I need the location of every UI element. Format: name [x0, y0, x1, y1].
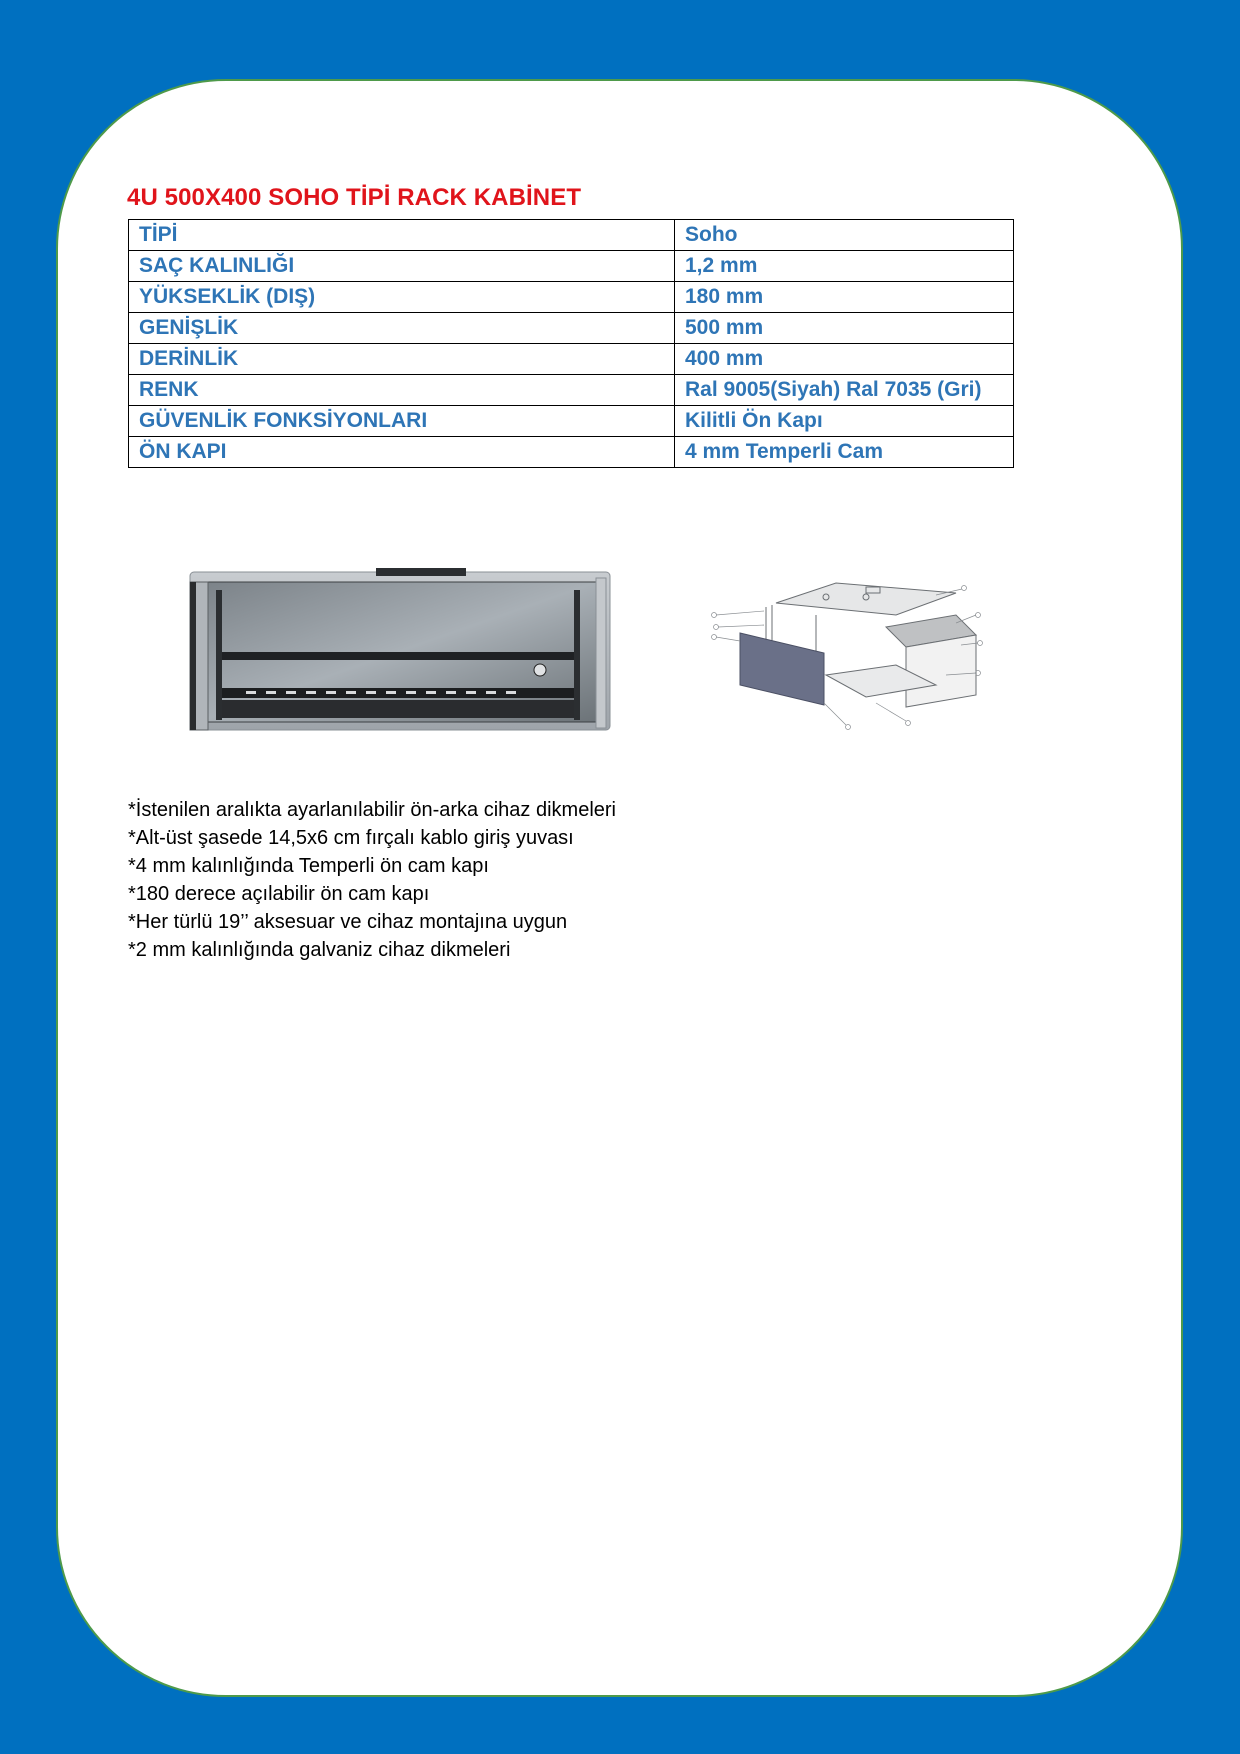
table-row — [129, 282, 1014, 313]
spec-label: ÖN KAPI — [129, 437, 675, 468]
list-item: *İstenilen aralıkta ayarlanılabilir ön-arka cihaz dikmeleri — [128, 799, 616, 821]
spec-label: GÜVENLİK FONKSİYONLARI — [129, 406, 675, 437]
spec-value: 1,2 mm — [675, 251, 1014, 282]
spec-label: DERİNLİK — [129, 344, 675, 375]
spec-table — [128, 219, 1014, 468]
list-item: *180 derece açılabilir ön cam kapı — [128, 883, 430, 905]
table-row — [129, 406, 1014, 437]
table-row — [129, 344, 1014, 375]
spec-value: Ral 9005(Siyah) Ral 7035 (Gri) — [675, 375, 1014, 406]
exploded-view-drawing — [706, 575, 1006, 735]
list-item: *4 mm kalınlığında Temperli ön cam kapı — [128, 855, 489, 877]
cabinet-photo — [186, 560, 616, 740]
feature-list — [128, 796, 616, 964]
table-row — [129, 313, 1014, 344]
spec-label: YÜKSEKLİK (DIŞ) — [129, 282, 675, 313]
spec-label: GENİŞLİK — [129, 313, 675, 344]
spec-value: 500 mm — [675, 313, 1014, 344]
table-row — [129, 375, 1014, 406]
table-row — [129, 220, 1014, 251]
spec-value: 4 mm Temperli Cam — [675, 437, 1014, 468]
table-row — [129, 437, 1014, 468]
spec-label: TİPİ — [129, 220, 675, 251]
list-item: *2 mm kalınlığında galvaniz cihaz dikmeleri — [128, 939, 511, 961]
table-row — [129, 251, 1014, 282]
list-item: *Her türlü 19’’ aksesuar ve cihaz montajına uygun — [128, 911, 568, 933]
list-item: *Alt-üst şasede 14,5x6 cm fırçalı kablo giriş yuvası — [128, 827, 574, 849]
spec-label: SAÇ KALINLIĞI — [129, 251, 675, 282]
spec-value: Kilitli Ön Kapı — [675, 406, 1014, 437]
product-title: 4U 500X400 SOHO TİPİ RACK KABİNET — [127, 184, 582, 211]
spec-value: 400 mm — [675, 344, 1014, 375]
spec-value: Soho — [675, 220, 1014, 251]
spec-value: 180 mm — [675, 282, 1014, 313]
spec-label: RENK — [129, 375, 675, 406]
